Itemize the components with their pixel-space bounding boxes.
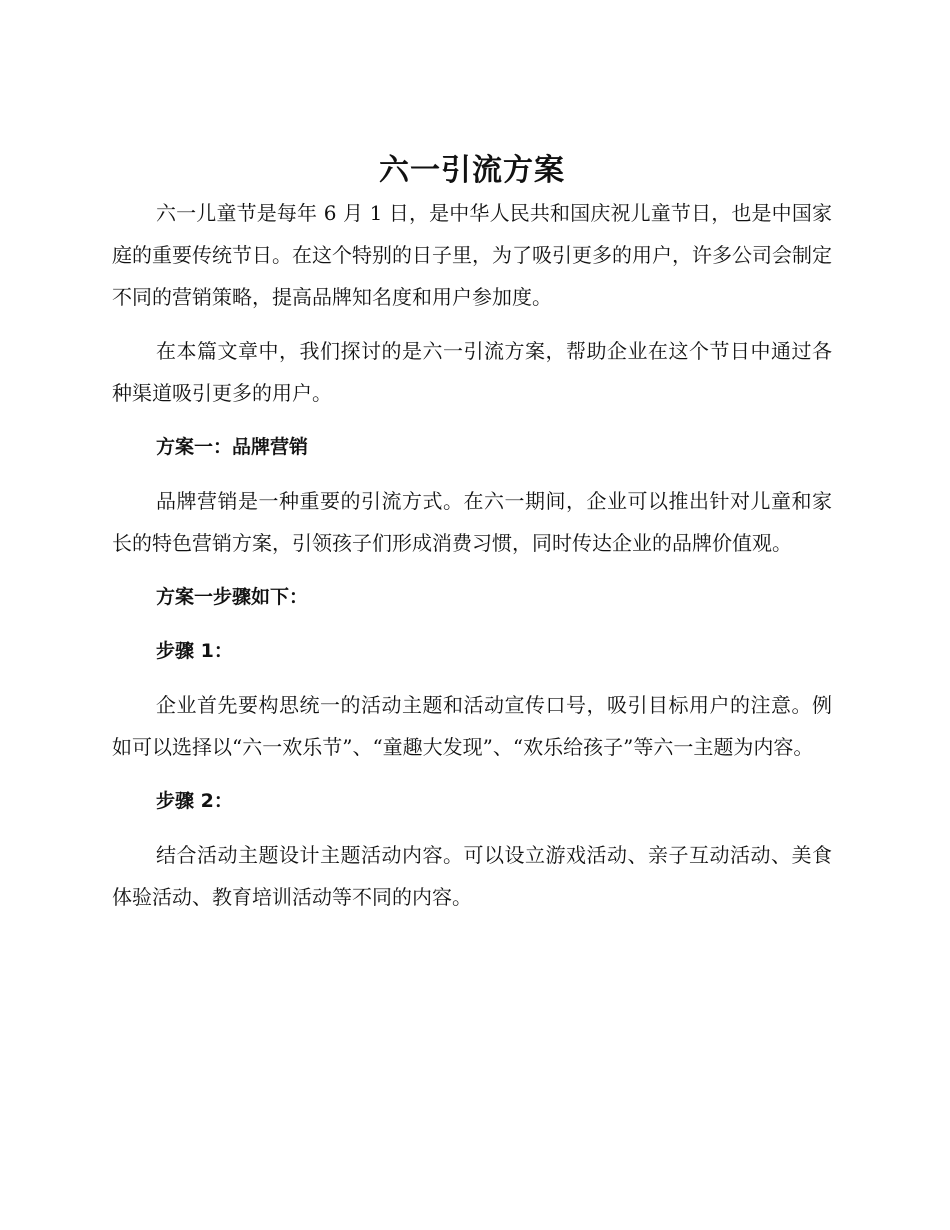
step-1-text: 企业首先要构思统一的活动主题和活动宣传口号，吸引目标用户的注意。例如可以选择以“六一欢乐节”、“童趣大发现”、“欢乐给孩子”等六一主题为内容。 — [112, 693, 832, 759]
step-2-label: 步骤 2： — [156, 790, 233, 812]
step-2-text: 结合活动主题设计主题活动内容。可以设立游戏活动、亲子互动活动、美食体验活动、教育培训活动等不同的内容。 — [112, 843, 832, 909]
plan1-heading: 方案一：品牌营销 — [156, 436, 309, 458]
intro-paragraph-2: 在本篇文章中，我们探讨的是六一引流方案，帮助企业在这个节日中通过各种渠道吸引更多的用户。 — [112, 339, 832, 405]
plan1-steps-heading: 方案一步骤如下： — [156, 586, 309, 608]
step-1-label: 步骤 1： — [156, 640, 233, 662]
document-page — [112, 150, 832, 930]
plan1-body: 品牌营销是一种重要的引流方式。在六一期间，企业可以推出针对儿童和家长的特色营销方案，引领孩子们形成消费习惯，同时传达企业的品牌价值观。 — [112, 489, 832, 555]
document-title: 六一引流方案 — [379, 153, 565, 188]
intro-paragraph-1: 六一儿童节是每年 6 月 1 日，是中华人民共和国庆祝儿童节日，也是中国家庭的重要传统节日。在这个特别的日子里，为了吸引更多的用户，许多公司会制定不同的营销策略，提高品牌知名度和用户参加度。 — [112, 201, 832, 309]
